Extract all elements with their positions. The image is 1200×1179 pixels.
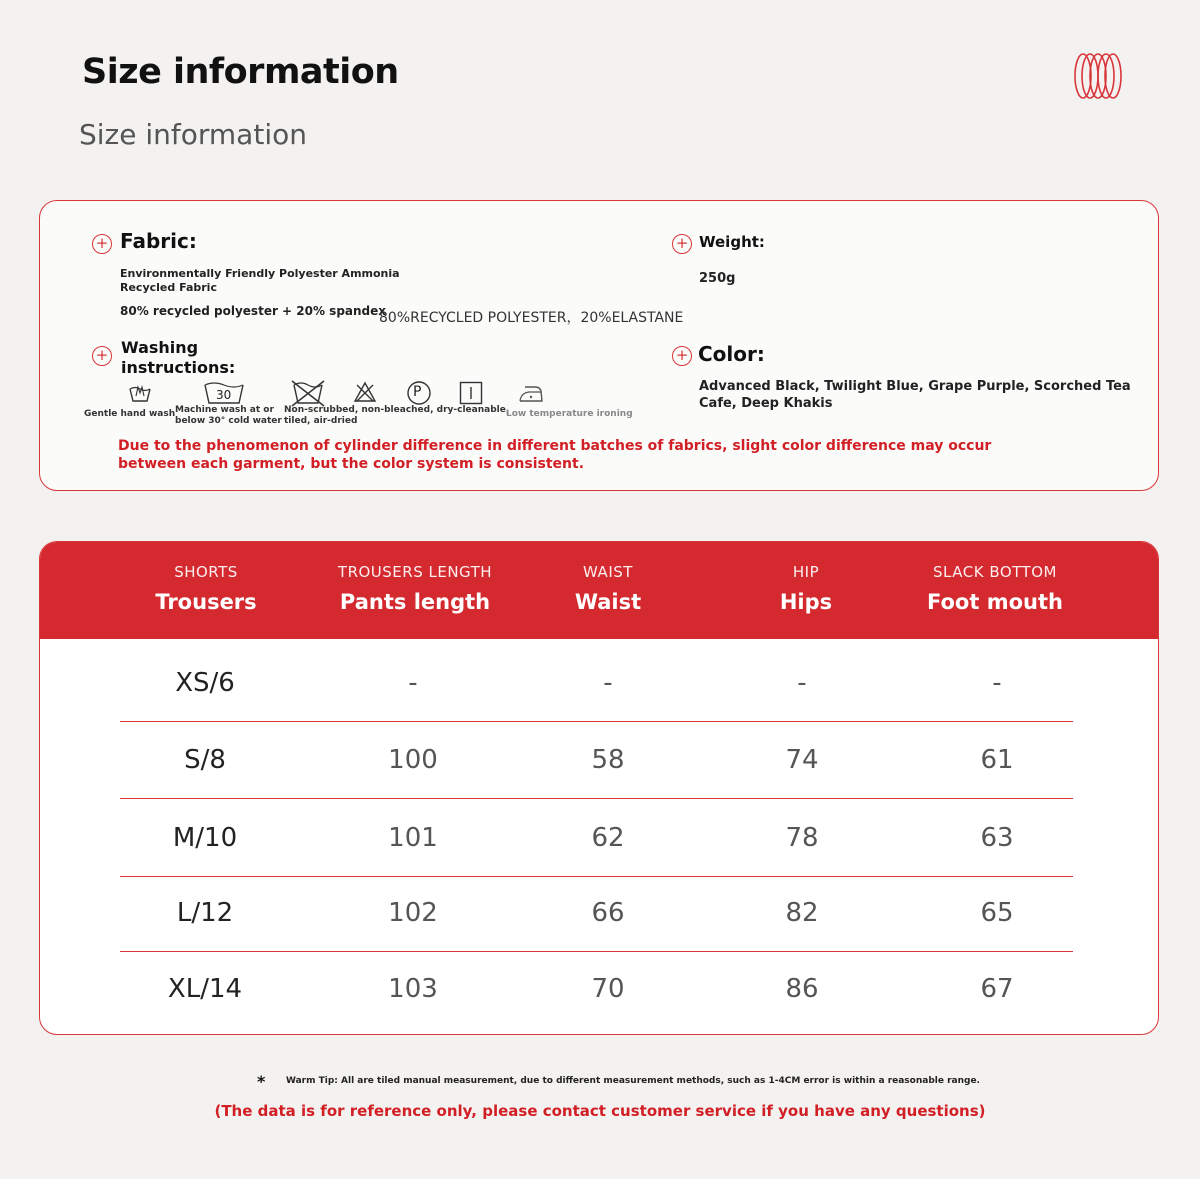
value-cell: 58 bbox=[591, 745, 625, 775]
dry-flat-icon bbox=[459, 381, 483, 405]
plus-circle-icon: + bbox=[92, 234, 112, 254]
care-label: Gentle hand wash bbox=[84, 409, 176, 419]
composition-en: 80%RECYCLED POLYESTER，20%ELASTANE bbox=[379, 310, 684, 326]
value-cell: - bbox=[797, 668, 807, 698]
value-cell: 63 bbox=[980, 823, 1014, 853]
dry-clean-letter: P bbox=[413, 384, 422, 400]
column-label: Foot mouth bbox=[927, 590, 1063, 614]
wash-temp: 30 bbox=[216, 388, 232, 402]
asterisk: * bbox=[257, 1072, 266, 1091]
size-cell: S/8 bbox=[184, 745, 226, 775]
value-cell: - bbox=[408, 668, 418, 698]
value-cell: 74 bbox=[785, 745, 819, 775]
plus-circle-icon: + bbox=[672, 346, 692, 366]
color-value-2: Cafe, Deep Khakis bbox=[699, 396, 833, 411]
washing-label-2: instructions: bbox=[121, 358, 236, 377]
warm-tip: Warm Tip: All are tiled manual measurement, due to different measurement methods, such as 1-4CM error is within a reasonable range. bbox=[286, 1076, 980, 1086]
value-cell: 103 bbox=[388, 974, 438, 1004]
no-bleach-icon bbox=[353, 381, 377, 403]
column-en: HIP bbox=[792, 563, 820, 581]
table-row bbox=[120, 723, 1073, 799]
color-value-1: Advanced Black, Twilight Blue, Grape Purple, Scorched Tea bbox=[699, 379, 1131, 394]
column-label: Trousers bbox=[155, 590, 257, 614]
care-label: Machine wash at or bbox=[175, 405, 274, 415]
note-line-1: Due to the phenomenon of cylinder difference in different batches of fabrics, slight color difference may occur bbox=[118, 438, 992, 454]
value-cell: 101 bbox=[388, 823, 438, 853]
value-cell: 102 bbox=[388, 898, 438, 928]
washing-label-1: Washing bbox=[121, 338, 199, 357]
low-iron-icon bbox=[517, 382, 545, 404]
value-cell: 100 bbox=[388, 745, 438, 775]
no-scrub-icon bbox=[290, 379, 326, 407]
column-en: SLACK BOTTOM bbox=[933, 563, 1057, 581]
care-label: tiled, air-dried bbox=[284, 416, 358, 426]
value-cell: 78 bbox=[785, 823, 819, 853]
weight-label: Weight: bbox=[699, 233, 765, 251]
care-label: Low temperature ironing bbox=[506, 409, 633, 419]
size-cell: XS/6 bbox=[175, 668, 235, 698]
table-row bbox=[120, 876, 1073, 952]
value-cell: 66 bbox=[591, 898, 625, 928]
value-cell: 86 bbox=[785, 974, 819, 1004]
value-cell: 62 bbox=[591, 823, 625, 853]
plus-circle-icon: + bbox=[672, 234, 692, 254]
column-label: Waist bbox=[574, 590, 642, 614]
column-label: Hips bbox=[779, 590, 833, 614]
table-header bbox=[40, 542, 1158, 639]
table-row bbox=[120, 801, 1073, 877]
hand-wash-icon bbox=[128, 381, 152, 403]
table-row bbox=[120, 646, 1073, 722]
page-title: Size information bbox=[82, 52, 399, 92]
composition: 80% recycled polyester + 20% spandex bbox=[120, 304, 387, 318]
value-cell: - bbox=[992, 668, 1002, 698]
table-row bbox=[120, 952, 1073, 1028]
size-cell: M/10 bbox=[172, 823, 238, 853]
column-en: WAIST bbox=[583, 563, 633, 581]
size-cell: L/12 bbox=[176, 898, 234, 928]
value-cell: 70 bbox=[591, 974, 625, 1004]
plus-circle-icon: + bbox=[92, 346, 112, 366]
color-label: Color: bbox=[698, 342, 765, 366]
value-cell: - bbox=[603, 668, 613, 698]
fabric-line-1: Environmentally Friendly Polyester Ammonia bbox=[120, 267, 400, 280]
color-difference-note bbox=[118, 437, 998, 473]
column-label: Pants length bbox=[339, 590, 491, 614]
value-cell: 61 bbox=[980, 745, 1014, 775]
page-subtitle: Size information bbox=[79, 118, 307, 151]
rings-logo-icon bbox=[1072, 52, 1124, 100]
fabric-line-2: Recycled Fabric bbox=[120, 281, 217, 294]
value-cell: 65 bbox=[980, 898, 1014, 928]
column-en: SHORTS bbox=[174, 563, 238, 581]
weight-value: 250g bbox=[699, 271, 736, 286]
note-line-2: between each garment, but the color system is consistent. bbox=[118, 456, 585, 472]
care-label: Non-scrubbed, non-bleached, dry-cleanable, bbox=[284, 405, 510, 415]
size-table bbox=[39, 541, 1159, 1035]
fabric-label: Fabric: bbox=[120, 229, 197, 253]
size-cell: XL/14 bbox=[167, 974, 243, 1004]
care-label: below 30° cold water bbox=[175, 416, 282, 426]
value-cell: 82 bbox=[785, 898, 819, 928]
reference-note: (The data is for reference only, please contact customer service if you have any questions) bbox=[214, 1102, 986, 1120]
column-en: TROUSERS LENGTH bbox=[337, 563, 493, 581]
value-cell: 67 bbox=[980, 974, 1014, 1004]
